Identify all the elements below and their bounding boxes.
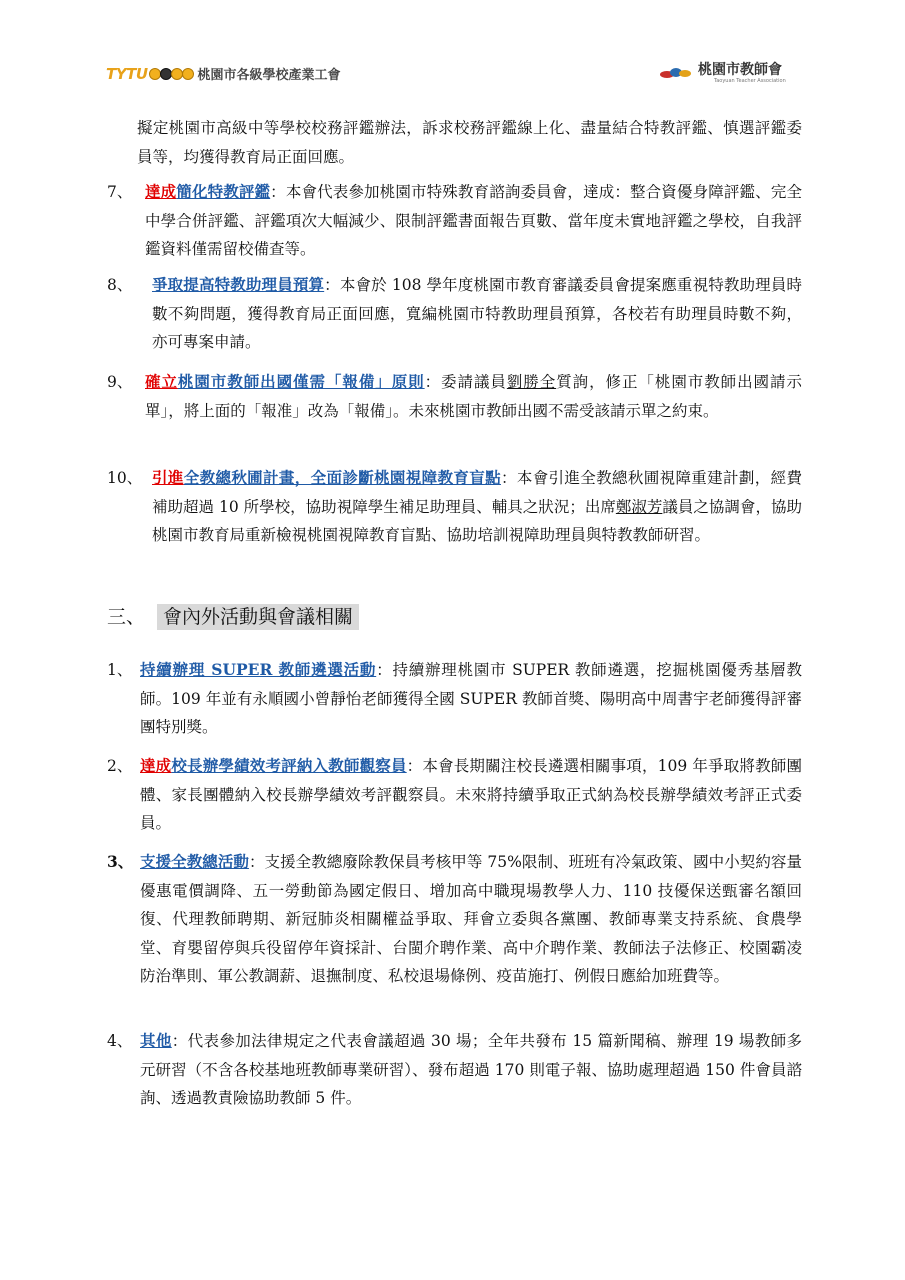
list-item [140,656,802,742]
list-item [152,271,802,357]
councilor-name: 鄭淑芳 [615,497,663,516]
item-number: 3、 [107,852,134,871]
item-blue-highlight: 支援全教總活動 [140,852,249,871]
item-body: ：本會於 108 學年度桃園市教育審議委員會提案應重視特教助理員時數不夠問題，獲得教育局正面回應，寬編桃園市特教助理員預算，各校若有助理員時數不夠，亦可專案申請。 [152,276,802,351]
item-body: ：持續辦理桃園市 SUPER 教師遴選，挖掘桃園優秀基層教師。109 年並有永順國小曾靜怡老師獲得全國 SUPER 教師首獎、陽明高中周書宇老師獲得評審團特別獎。 [140,661,803,736]
teacher-association-logo [660,62,786,84]
item-red-highlight: 達成 [145,182,177,201]
item-blue-highlight: 持續辦理 SUPER 教師遴選活動 [140,660,377,679]
item-red-highlight: 引進 [152,468,184,487]
item-red-highlight: 確立 [145,372,178,391]
item-number: 1、 [107,661,133,679]
councilor-name: 劉勝全 [506,373,557,391]
intro-paragraph: 擬定桃園市高級中等學校校務評鑑辦法，訴求校務評鑑線上化、盡量結合特教評鑑、慎選評鑑委員等，均獲得教育局正面回應。 [137,119,802,166]
tytu-logo-text: TYTU [106,64,148,83]
list-item [145,368,802,425]
item-body: ：本會代表參加桃園市特殊教育諮詢委員會，達成：整合資優身障評鑑、完全中學合併評鑑、評鑑項次大幅減少、限制評鑑書面報告頁數、當年度未實地評鑑之學校，自我評鑑資料僅需留校備查等。 [145,183,802,258]
item-body: 議員之協調會，協助桃園市教育局重新檢視桃園視障教育盲點、協助培訓視障助理員與特教教師研習。 [152,497,802,544]
list-item [140,848,802,991]
item-number: 8、 [107,276,133,294]
item-blue-highlight: 其他 [140,1031,172,1050]
item-blue-highlight: 校長辦學績效考評納入教師觀察員 [171,756,407,775]
item-body: 質詢，修正「桃園市教師出國請示單」，將上面的「報准」改為「報備」。未來桃園市教師出國不需受該請示單之約束。 [145,373,802,420]
item-blue-highlight: 全教總秋圃計畫，全面診斷桃園視障教育盲點 [183,468,501,487]
item-number: 9、 [107,373,133,391]
section-number: 三、 [107,606,146,628]
section-heading [107,602,359,632]
bee-icon [150,68,194,80]
association-subtitle: Taoyuan Teacher Association [714,78,786,84]
item-number: 7、 [107,183,133,201]
section-title: 會內外活動與會議相關 [157,604,359,630]
union-name: 桃園市各級學校產業工會 [197,68,341,83]
item-blue-highlight: 爭取提高特教助理員預算 [152,275,325,294]
list-item [152,464,802,550]
item-body: ：本會長期關注校長遴選相關事項，109 年爭取將教師團體、家長團體納入校長辦學績效考評觀察員。未來將持續爭取正式納為校長辦學績效考評正式委員。 [140,757,802,832]
association-name: 桃園市教師會 [698,62,782,78]
item-number: 10、 [107,469,143,487]
item-number: 4、 [107,1032,133,1050]
union-logo [106,64,341,83]
item-number: 2、 [107,757,133,775]
item-red-highlight: 達成 [140,756,172,775]
bird-icon [660,65,694,81]
page-header [0,62,905,92]
list-item [140,752,802,838]
list-item [145,178,802,264]
item-blue-highlight: 桃園市教師出國僅需「報備」原則 [177,372,425,391]
item-body: ：代表參加法律規定之代表會議超過 30 場；全年共發布 15 篇新聞稿、辦理 19 場教師多元研習（不含各校基地班教師專業研習）、發布超過 170 則電子報、協助處理超過 150 件會員諮詢、透過教責險協助教師 5 件。 [140,1032,802,1107]
list-item [140,1027,802,1113]
item-body-pre: ：委請議員 [424,373,507,391]
item-body-pre: ：本會引進全教總秋圃視障重建計劃，經費補助超過 10 所學校，協助視障學生補足助理員、輔具之狀況；出席 [152,469,802,516]
item-blue-highlight: 簡化特教評鑑 [176,182,271,201]
item-body: ：支援全教總廢除教保員考核甲等 75%限制、班班有冷氣政策、國中小契約容量優惠電價調降、五一勞動節為國定假日、增加高中職現場教學人力、110 技優保送甄審名額回復、代理教師聘期、新冠肺炎相關權益爭取、拜會立委與各黨團、教師專業支持系統、食農學堂、育嬰留停與兵役留停年資採計、台閩介聘作業、高中介聘作業、教師法子法修正、校園霸凌防治準則、軍公教調薪、退撫制度、私校退場條例、疫苗施打、例假日應給加班費等。 [140,853,802,985]
